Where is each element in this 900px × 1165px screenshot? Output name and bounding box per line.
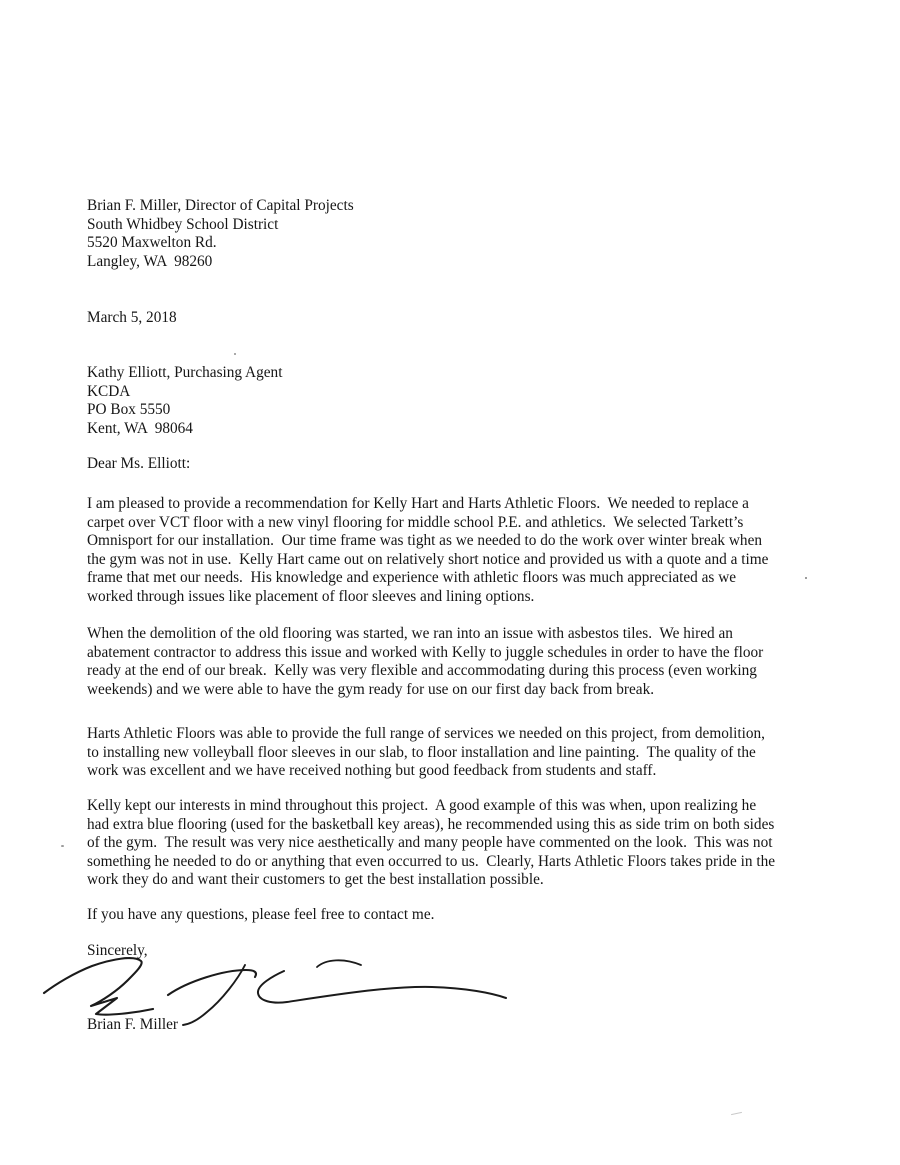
text-line: had extra blue flooring (used for the basketball key areas), he recommended using this as side trim on both sides	[87, 815, 775, 833]
text-line: frame that met our needs. His knowledge and experience with athletic floors was much appreciated as we	[87, 569, 737, 587]
signature-stroke-initial	[44, 958, 153, 1015]
text-line: of the gym. The result was very nice aesthetically and many people have commented on the look. This was not	[87, 834, 773, 852]
closing-line: Sincerely,	[87, 942, 148, 959]
text-line: Kathy Elliott, Purchasing Agent	[87, 364, 283, 381]
text-line: weekends) and we were able to have the gym ready for use on our first day back from break.	[87, 680, 655, 698]
body-paragraph-2	[87, 625, 763, 699]
text-line: something he needed to do or anything that even occurred to us. Clearly, Harts Athletic Floors takes pride in the	[87, 852, 776, 870]
body-paragraph-3	[87, 725, 765, 781]
text-line: PO Box 5550	[87, 401, 171, 419]
body-paragraph-5	[87, 906, 434, 925]
signature-stroke-hat	[317, 960, 361, 967]
salutation: Dear Ms. Elliott:	[87, 455, 191, 472]
signature-stroke-f-arc	[168, 970, 256, 995]
text-line: ready at the end of our break. Kelly was very flexible and accommodating during this process (even working	[87, 662, 757, 680]
text-line: When the demolition of the old flooring was started, we ran into an issue with asbestos tiles. We hired an	[87, 625, 733, 642]
handwritten-signature-icon	[40, 950, 520, 1026]
date-line: March 5, 2018	[87, 309, 177, 326]
scan-speck	[731, 1112, 742, 1115]
text-line: I am pleased to provide a recommendation for Kelly Hart and Harts Athletic Floors. We needed to replace a	[87, 495, 749, 512]
text-line: KCDA	[87, 382, 131, 400]
text-line: Kelly kept our interests in mind throughout this project. A good example of this was when, upon realizing he	[87, 797, 757, 814]
recipient-address-block	[87, 364, 282, 438]
text-line: 5520 Maxwelton Rd.	[87, 234, 217, 252]
signature-stroke-sweep	[258, 971, 506, 1003]
text-line: Omnisport for our installation. Our time frame was tight as we needed to do the work over winter break when	[87, 532, 763, 550]
text-line: Kent, WA 98064	[87, 419, 193, 437]
scan-speck	[61, 845, 64, 847]
scan-speck	[805, 577, 807, 579]
scan-speck	[234, 353, 236, 355]
text-line: Brian F. Miller, Director of Capital Projects	[87, 197, 354, 214]
text-line: worked through issues like placement of floor sleeves and lining options.	[87, 587, 535, 605]
text-line: abatement contractor to address this issue and worked with Kelly to juggle schedules in order to have the floor	[87, 643, 764, 661]
typed-signer-name: Brian F. Miller	[87, 1016, 178, 1033]
body-paragraph-4	[87, 797, 775, 890]
body-paragraph-1	[87, 495, 768, 607]
text-line: South Whidbey School District	[87, 215, 279, 233]
text-line: work they do and want their customers to get the best installation possible.	[87, 871, 544, 889]
text-line: Langley, WA 98260	[87, 252, 213, 270]
text-line: work was excellent and we have received nothing but good feedback from students and staff.	[87, 762, 657, 780]
text-line: carpet over VCT floor with a new vinyl flooring for middle school P.E. and athletics. We selected Tarkett’s	[87, 513, 744, 531]
sender-address-block	[87, 197, 354, 271]
text-line: If you have any questions, please feel free to contact me.	[87, 906, 435, 923]
text-line: to installing new volleyball floor sleeves in our slab, to floor installation and line painting. The quality of the	[87, 743, 756, 761]
text-line: Harts Athletic Floors was able to provide the full range of services we needed on this project, from demolition,	[87, 725, 765, 742]
text-line: the gym was not in use. Kelly Hart came out on relatively short notice and provided us with a quote and a time	[87, 550, 769, 568]
